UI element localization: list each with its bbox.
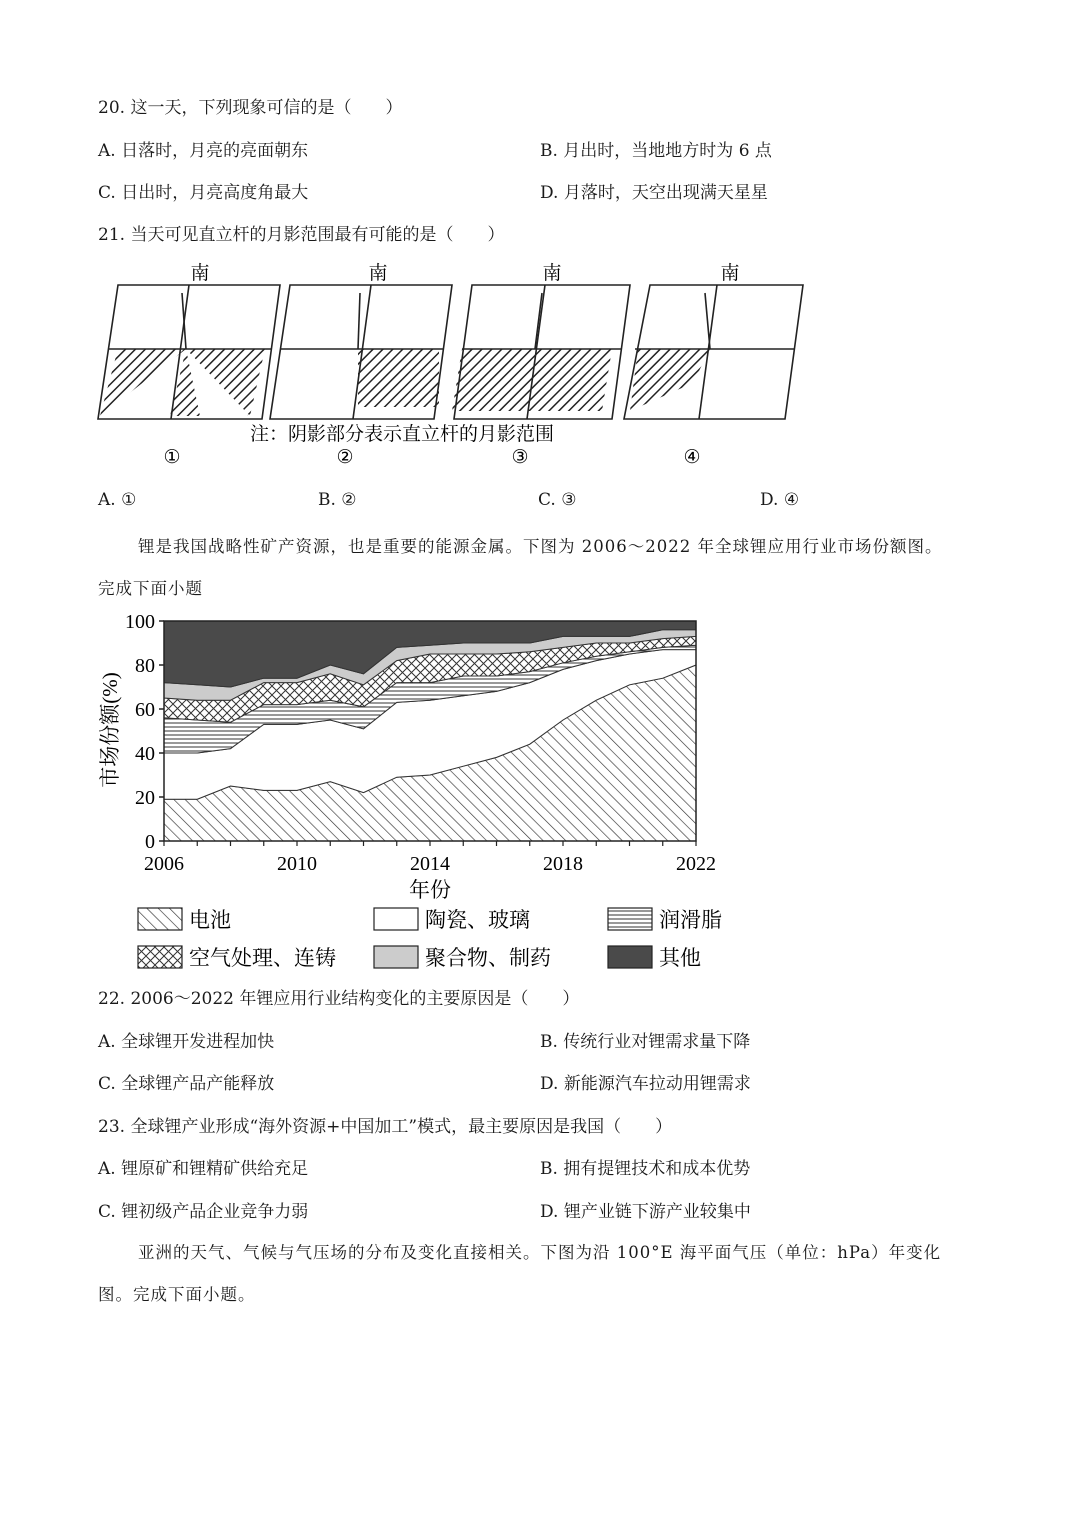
moon-shadow-diagram [90, 255, 820, 470]
legend-label: 润滑脂 [659, 908, 722, 932]
q22-option-c[interactable]: C. 全球锂产品产能释放 [98, 1074, 275, 1094]
q20-option-a[interactable]: A. 日落时，月亮的亮面朝东 [98, 141, 309, 161]
legend-swatch [138, 908, 182, 930]
q21-option-c[interactable]: C. ③ [538, 490, 577, 510]
legend-item-5 [374, 946, 551, 970]
legend-item-2 [374, 908, 530, 932]
legend-label: 空气处理、连铸 [189, 946, 336, 970]
y-tick-label: 60 [135, 699, 155, 721]
q20-option-c[interactable]: C. 日出时，月亮高度角最大 [98, 183, 309, 203]
y-tick-label: 40 [135, 743, 155, 765]
asia-intro-line2: 图。完成下面小题。 [98, 1285, 256, 1304]
legend-label: 聚合物、制药 [425, 946, 551, 970]
q20-option-d[interactable]: D. 月落时，天空出现满天星星 [540, 183, 768, 203]
legend-item-1 [138, 908, 231, 932]
legend-swatch [608, 908, 652, 930]
asia-intro-line1: 亚洲的天气、气候与气压场的分布及变化直接相关。下图为沿 100°E 海平面气压（单位：hPa）年变化 [138, 1243, 942, 1262]
legend-item-3 [608, 908, 722, 932]
x-tick-label: 2010 [277, 853, 317, 875]
legend-label: 陶瓷、玻璃 [425, 908, 530, 932]
y-tick-label: 80 [135, 655, 155, 677]
legend-swatch [608, 946, 652, 968]
lithium-market-share-chart [92, 605, 742, 983]
panel-label-4: ④ [683, 447, 701, 468]
y-tick-label: 100 [125, 611, 155, 633]
q23-option-a[interactable]: A. 锂原矿和锂精矿供给充足 [98, 1159, 309, 1179]
moon-shadow-figure [90, 255, 820, 470]
shadow-area-2 [358, 349, 439, 407]
lithium-intro-line2: 完成下面小题 [98, 579, 203, 598]
x-tick-label: 2022 [676, 853, 716, 875]
x-axis-label: 年份 [409, 878, 451, 902]
q22-option-b[interactable]: B. 传统行业对锂需求量下降 [540, 1032, 751, 1052]
panel-label-3: ③ [511, 447, 529, 468]
legend-item-6 [608, 946, 701, 970]
q22-option-a[interactable]: A. 全球锂开发进程加快 [98, 1032, 275, 1052]
y-axis-label: 市场份额(%) [98, 672, 122, 788]
q22-option-d[interactable]: D. 新能源汽车拉动用锂需求 [540, 1074, 751, 1094]
legend-swatch [374, 946, 418, 968]
q21-option-d[interactable]: D. ④ [760, 490, 800, 510]
legend-item-4 [138, 946, 336, 970]
q21-option-b[interactable]: B. ② [318, 490, 357, 510]
q20-stem: 20. 这一天，下列现象可信的是（ ） [98, 98, 403, 118]
q23-option-d[interactable]: D. 锂产业链下游产业较集中 [540, 1202, 751, 1222]
q22-stem: 22. 2006～2022 年锂应用行业结构变化的主要原因是（ ） [98, 989, 580, 1009]
legend-label: 其他 [659, 946, 701, 970]
shadow-panel-4 [624, 262, 803, 468]
x-tick-label: 2018 [543, 853, 583, 875]
x-tick-label: 2014 [410, 853, 450, 875]
q23-stem: 23. 全球锂产业形成“海外资源+中国加工”模式，最主要原因是我国（ ） [98, 1117, 673, 1137]
panel-label-2: ② [336, 447, 354, 468]
shadow-area-4 [630, 349, 710, 411]
y-tick-label: 0 [145, 831, 155, 853]
q23-option-b[interactable]: B. 拥有提锂技术和成本优势 [540, 1159, 751, 1179]
legend-label: 电池 [189, 908, 231, 932]
q21-stem: 21. 当天可见直立杆的月影范围最有可能的是（ ） [98, 225, 505, 245]
q21-option-a[interactable]: A. ① [98, 490, 137, 510]
legend-swatch [138, 946, 182, 968]
panel-label-1: ① [163, 447, 181, 468]
y-tick-label: 20 [135, 787, 155, 809]
q23-option-c[interactable]: C. 锂初级产品企业竞争力弱 [98, 1202, 309, 1222]
chart-svg [92, 605, 742, 983]
lithium-intro-line1: 锂是我国战略性矿产资源，也是重要的能源金属。下图为 2006～2022 年全球锂应用行业市场份额图。 [138, 537, 943, 556]
q20-option-b[interactable]: B. 月出时，当地地方时为 6 点 [540, 141, 772, 161]
south-label-2: 南 [368, 263, 388, 284]
x-tick-label: 2006 [144, 853, 184, 875]
south-label-4: 南 [720, 263, 740, 284]
legend-swatch [374, 908, 418, 930]
south-label-1: 南 [190, 263, 210, 284]
shadow-note: 注：阴影部分表示直立杆的月影范围 [250, 424, 555, 445]
south-label-3: 南 [542, 263, 562, 284]
